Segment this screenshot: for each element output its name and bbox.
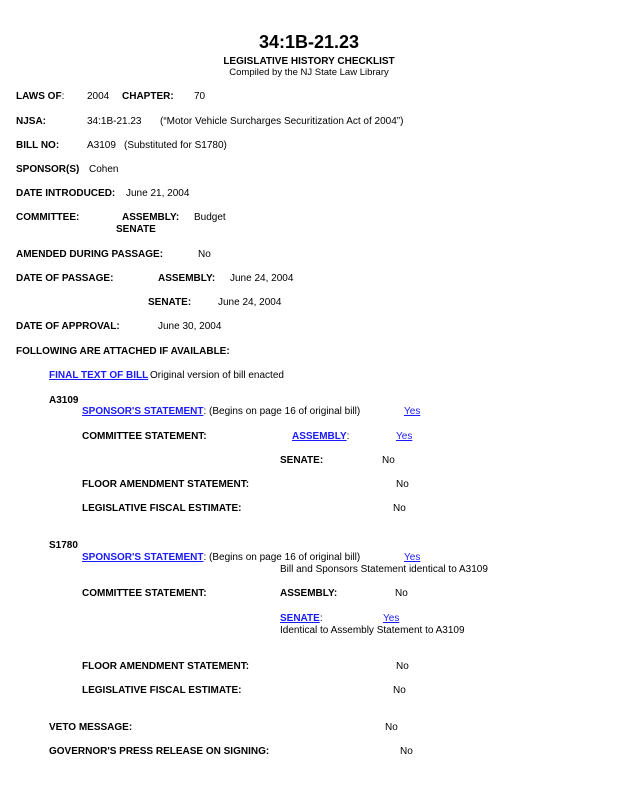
date-introduced-value: June 21, 2004 <box>126 188 190 199</box>
date-introduced-label: DATE INTRODUCED: <box>16 188 116 199</box>
s1780-sponsor-identical-note: Bill and Sponsors Statement identical to A3109 <box>280 564 488 575</box>
press-release-value: No <box>400 746 413 757</box>
s1780-floor-amendment-value: No <box>396 661 409 672</box>
a3109-assembly-yes-link[interactable]: Yes <box>396 431 413 442</box>
a3109-assembly-statement <box>292 431 349 443</box>
passage-assembly-value: June 24, 2004 <box>230 273 294 284</box>
s1780-senate-link[interactable]: SENATE <box>280 613 320 624</box>
page-subtitle: LEGISLATIVE HISTORY CHECKLIST <box>223 56 395 67</box>
bill-substituted-note: (Substituted for S1780) <box>124 140 227 151</box>
a3109-fiscal-estimate-label: LEGISLATIVE FISCAL ESTIMATE: <box>82 503 242 514</box>
s1780-committee-statement-label: COMMITTEE STATEMENT: <box>82 588 207 599</box>
sponsors-value: Cohen <box>89 164 119 175</box>
final-text-note: Original version of bill enacted <box>150 370 284 381</box>
sponsors-label: SPONSOR(S) <box>16 164 80 175</box>
a3109-heading: A3109 <box>49 395 79 406</box>
final-text-link[interactable]: FINAL TEXT OF BILL <box>49 370 149 381</box>
bill-no-value: A3109 <box>87 140 116 151</box>
a3109-senate-value: No <box>382 455 395 466</box>
s1780-senate-identical-note: Identical to Assembly Statement to A3109 <box>280 625 465 636</box>
a3109-sponsor-statement-link[interactable]: SPONSOR'S STATEMENT <box>82 406 204 417</box>
a3109-floor-amendment-label: FLOOR AMENDMENT STATEMENT: <box>82 479 250 490</box>
s1780-senate-colon: : <box>319 613 323 624</box>
chapter-value: 70 <box>194 91 206 102</box>
s1780-assembly-label: ASSEMBLY: <box>280 588 338 599</box>
a3109-committee-statement-label: COMMITTEE STATEMENT: <box>82 431 207 442</box>
act-title: (“Motor Vehicle Surcharges Securitization Act of 2004”) <box>160 116 404 127</box>
attached-heading: FOLLOWING ARE ATTACHED IF AVAILABLE: <box>16 346 230 357</box>
bill-no-label: BILL NO: <box>16 140 60 151</box>
passage-assembly-label: ASSEMBLY: <box>158 273 216 284</box>
s1780-assembly-value: No <box>395 588 408 599</box>
s1780-senate-statement <box>280 613 323 625</box>
a3109-assembly-link[interactable]: ASSEMBLY <box>292 431 347 442</box>
njsa-value: 34:1B-21.23 <box>87 116 142 127</box>
a3109-assembly-colon: : <box>346 431 350 442</box>
passage-senate-label: SENATE: <box>148 297 192 308</box>
s1780-floor-amendment-label: FLOOR AMENDMENT STATEMENT: <box>82 661 250 672</box>
approval-label: DATE OF APPROVAL: <box>16 321 120 332</box>
committee-label: COMMITTEE: <box>16 212 80 223</box>
njsa-label: NJSA: <box>16 116 47 127</box>
a3109-sponsor-statement-yes-link[interactable]: Yes <box>404 406 421 417</box>
approval-value: June 30, 2004 <box>158 321 222 332</box>
veto-label: VETO MESSAGE: <box>49 722 133 733</box>
a3109-sponsor-statement <box>82 406 360 418</box>
committee-senate-label: SENATE <box>116 224 156 235</box>
veto-value: No <box>385 722 398 733</box>
a3109-sponsor-note: : (Begins on page 16 of original bill) <box>203 406 361 417</box>
page-title: 34:1B-21.23 <box>258 32 360 52</box>
s1780-fiscal-estimate-value: No <box>393 685 406 696</box>
passage-label: DATE OF PASSAGE: <box>16 273 114 284</box>
a3109-fiscal-estimate-value: No <box>393 503 406 514</box>
s1780-heading: S1780 <box>49 540 78 551</box>
s1780-senate-yes-link[interactable]: Yes <box>383 613 400 624</box>
amended-value: No <box>198 249 211 260</box>
passage-senate-value: June 24, 2004 <box>218 297 282 308</box>
s1780-sponsor-statement-link[interactable]: SPONSOR'S STATEMENT <box>82 552 204 563</box>
a3109-senate-label: SENATE: <box>280 455 324 466</box>
s1780-sponsor-statement-yes-link[interactable]: Yes <box>404 552 421 563</box>
s1780-fiscal-estimate-label: LEGISLATIVE FISCAL ESTIMATE: <box>82 685 242 696</box>
committee-assembly-value: Budget <box>194 212 226 223</box>
laws-of-value: 2004 <box>87 91 110 102</box>
a3109-floor-amendment-value: No <box>396 479 409 490</box>
press-release-label: GOVERNOR'S PRESS RELEASE ON SIGNING: <box>49 746 270 757</box>
committee-assembly-label: ASSEMBLY: <box>122 212 180 223</box>
s1780-sponsor-note: : (Begins on page 16 of original bill) <box>203 552 361 563</box>
amended-label: AMENDED DURING PASSAGE: <box>16 249 164 260</box>
compiled-by: Compiled by the NJ State Law Library <box>229 67 389 78</box>
s1780-sponsor-statement <box>82 552 360 564</box>
laws-of-label: LAWS OF: <box>16 91 65 102</box>
chapter-label: CHAPTER: <box>122 91 174 102</box>
